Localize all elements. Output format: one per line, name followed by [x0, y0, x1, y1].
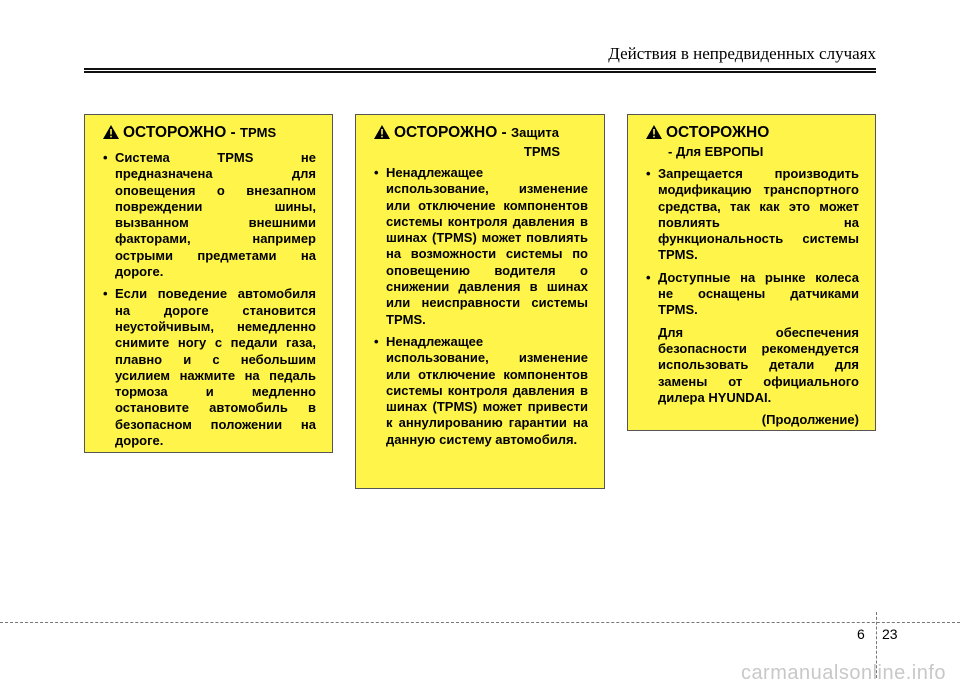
caution-subtitle-line2: TPMS [523, 144, 560, 159]
list-item: • Если поведение автомобиля на дороге становится неустойчивым, немедленно снимите ногу с педали газа, плавно и с небольшим усилием нажмите на педаль тормоза и медленно остановите автомобиль в безопасном положении на дороге. [103, 286, 316, 449]
list-item: • Ненадлежащее использование, изменение или отключение компонентов системы контроля давления в шинах (TPMS) может привести к аннулированию гарантии на данную систему автомобиля. [374, 334, 588, 448]
warning-triangle-icon [103, 125, 119, 144]
caution-title [646, 124, 859, 160]
caution-title-text: ОСТОРОЖНО - [123, 124, 236, 141]
page-number: 23 [882, 626, 898, 642]
list-item: • Запрещается производить модификацию транспортного средства, так как это может повлиять на функциональность системы TPMS. [646, 166, 859, 264]
caution-subtitle: TPMS [240, 125, 277, 140]
caution-box-europe [627, 114, 876, 431]
watermark: carmanualsonline.info [740, 662, 946, 684]
caution-list [374, 165, 588, 448]
section-number: 6 [857, 626, 865, 642]
caution-subtitle: - Для ЕВРОПЫ [668, 144, 764, 159]
caution-list [103, 150, 316, 449]
warning-triangle-icon [646, 125, 662, 144]
header-rule [84, 68, 876, 73]
caution-box-tpms [84, 114, 333, 453]
caution-title [103, 124, 316, 144]
caution-title [374, 124, 588, 159]
list-item: • Система TPMS не предназначена для оповещения о внезапном повреждении шины, вызванном внешними факторами, например острыми предметами на дороге. [103, 150, 316, 280]
caution-title-text: ОСТОРОЖНО - [394, 124, 507, 141]
caution-title-text: ОСТОРОЖНО [666, 124, 770, 141]
list-item: • Доступные на рынке колеса не оснащены датчиками TPMS. [646, 270, 859, 319]
list-item: • Ненадлежащее использование, изменение или отключение компонентов системы контроля давления в шинах (TPMS) может повлиять на возможности системы по оповещению водителя о снижении давления в шинах или неисправности системы TPMS. [374, 165, 588, 328]
continued-label: (Продолжение) [761, 412, 859, 428]
caution-list [646, 166, 859, 319]
caution-subtitle: Защита [511, 125, 559, 140]
warning-triangle-icon [374, 125, 390, 144]
caution-paragraph: Для обеспечения безопасности рекомендуется использовать детали для замены от официального дилера HYUNDAI. [658, 324, 859, 405]
caution-box-protection [355, 114, 605, 489]
footer-dashed-rule [0, 622, 960, 623]
page-header-title: Действия в непредвиденных случаях [608, 44, 876, 63]
